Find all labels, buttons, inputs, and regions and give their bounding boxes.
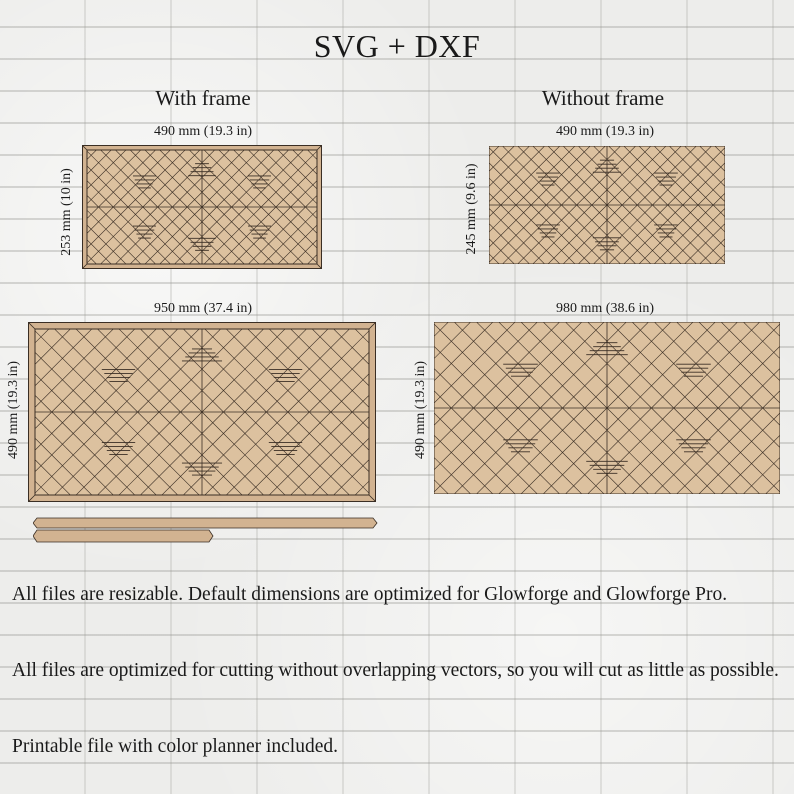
heading-with-frame: With frame	[155, 86, 251, 110]
large-frame-width-label: 950 mm (37.4 in)	[154, 301, 252, 316]
info-paragraph-printable: Printable file with color planner included.	[12, 736, 338, 757]
page-title: SVG + DXF	[313, 28, 481, 64]
small-noframe-height-label: 245 mm (9.6 in)	[464, 163, 479, 255]
info-paragraph-resizable: All files are resizable. Default dimensions are optimized for Glowforge and Glowforge Pro.	[12, 584, 728, 605]
frame-strip-long	[33, 518, 377, 528]
small-frame-height-label: 253 mm (10 in)	[59, 168, 74, 256]
small-unframed-panel	[489, 146, 725, 264]
info-paragraph-vectors: All files are optimized for cutting without overlapping vectors, so you will cut as little as possible.	[12, 660, 779, 681]
large-framed-panel	[28, 322, 376, 502]
small-frame-width-label: 490 mm (19.3 in)	[154, 124, 252, 139]
heading-without-frame: Without frame	[541, 86, 665, 110]
large-frame-height-label: 490 mm (19.3 in)	[6, 361, 21, 459]
small-noframe-width-label: 490 mm (19.3 in)	[556, 124, 654, 139]
large-unframed-panel	[434, 322, 780, 494]
large-noframe-width-label: 980 mm (38.6 in)	[556, 301, 654, 316]
large-noframe-height-label: 490 mm (19.3 in)	[413, 361, 428, 459]
frame-strip-short	[33, 530, 213, 542]
frame-strips	[33, 517, 379, 543]
small-framed-panel	[82, 145, 322, 269]
